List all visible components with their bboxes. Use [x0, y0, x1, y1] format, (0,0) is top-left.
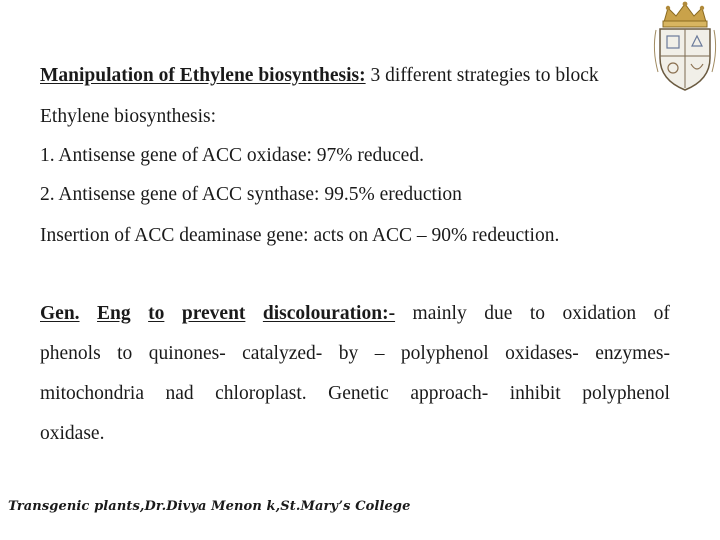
ethylene-item-3: Insertion of ACC deaminase gene: acts on ACC – 90% redeuction.: [40, 225, 560, 246]
discolouration-line-4: oxidase.: [40, 423, 105, 444]
discolouration-word: –: [374, 343, 385, 364]
ethylene-heading: Manipulation of Ethylene biosynthesis:: [40, 65, 366, 86]
discolouration-word: inhibit: [509, 383, 561, 404]
discolouration-word: to: [529, 303, 546, 324]
discolouration-word: chloroplast.: [215, 383, 307, 404]
discolouration-line-1: [40, 304, 670, 324]
discolouration-word: catalyzed-: [242, 343, 323, 364]
discolouration-word: phenols: [40, 343, 101, 364]
discolouration-word: mainly: [412, 303, 467, 324]
discolouration-word: polyphenol: [400, 343, 489, 364]
college-crest-icon: [650, 0, 720, 96]
discolouration-line-2: [40, 344, 670, 364]
discolouration-heading-word: Gen.: [40, 303, 80, 324]
discolouration-heading-word: Eng: [97, 303, 131, 324]
discolouration-word: of: [653, 303, 670, 324]
discolouration-word: approach-: [410, 383, 489, 404]
discolouration-heading-word: discolouration:-: [262, 303, 396, 324]
discolouration-line-3: [40, 384, 670, 404]
discolouration-heading-word: to: [148, 303, 165, 324]
ethylene-item-2: 2. Antisense gene of ACC synthase: 99.5% ereduction: [40, 184, 462, 205]
discolouration-word: enzymes-: [595, 343, 670, 364]
discolouration-word: Genetic: [328, 383, 389, 404]
discolouration-word: oxidases-: [505, 343, 579, 364]
discolouration-word: by: [338, 343, 359, 364]
ethylene-item-1: 1. Antisense gene of ACC oxidase: 97% reduced.: [40, 145, 424, 166]
discolouration-word: nad: [165, 383, 194, 404]
discolouration-word: quinones-: [148, 343, 226, 364]
ethylene-heading-line: [40, 66, 599, 86]
footer-credit: Transgenic plants,Dr.Divya Menon k,St.Mary’s College: [8, 499, 411, 514]
ethylene-lead-text: 3 different strategies to block: [365, 65, 599, 86]
discolouration-word: to: [117, 343, 133, 364]
discolouration-word: oxidation: [562, 303, 637, 324]
discolouration-word: polyphenol: [582, 383, 670, 404]
discolouration-heading-word: prevent: [181, 303, 246, 324]
discolouration-word: mitochondria: [40, 383, 144, 404]
ethylene-line-2: Ethylene biosynthesis:: [40, 106, 217, 127]
discolouration-word: due: [484, 303, 513, 324]
